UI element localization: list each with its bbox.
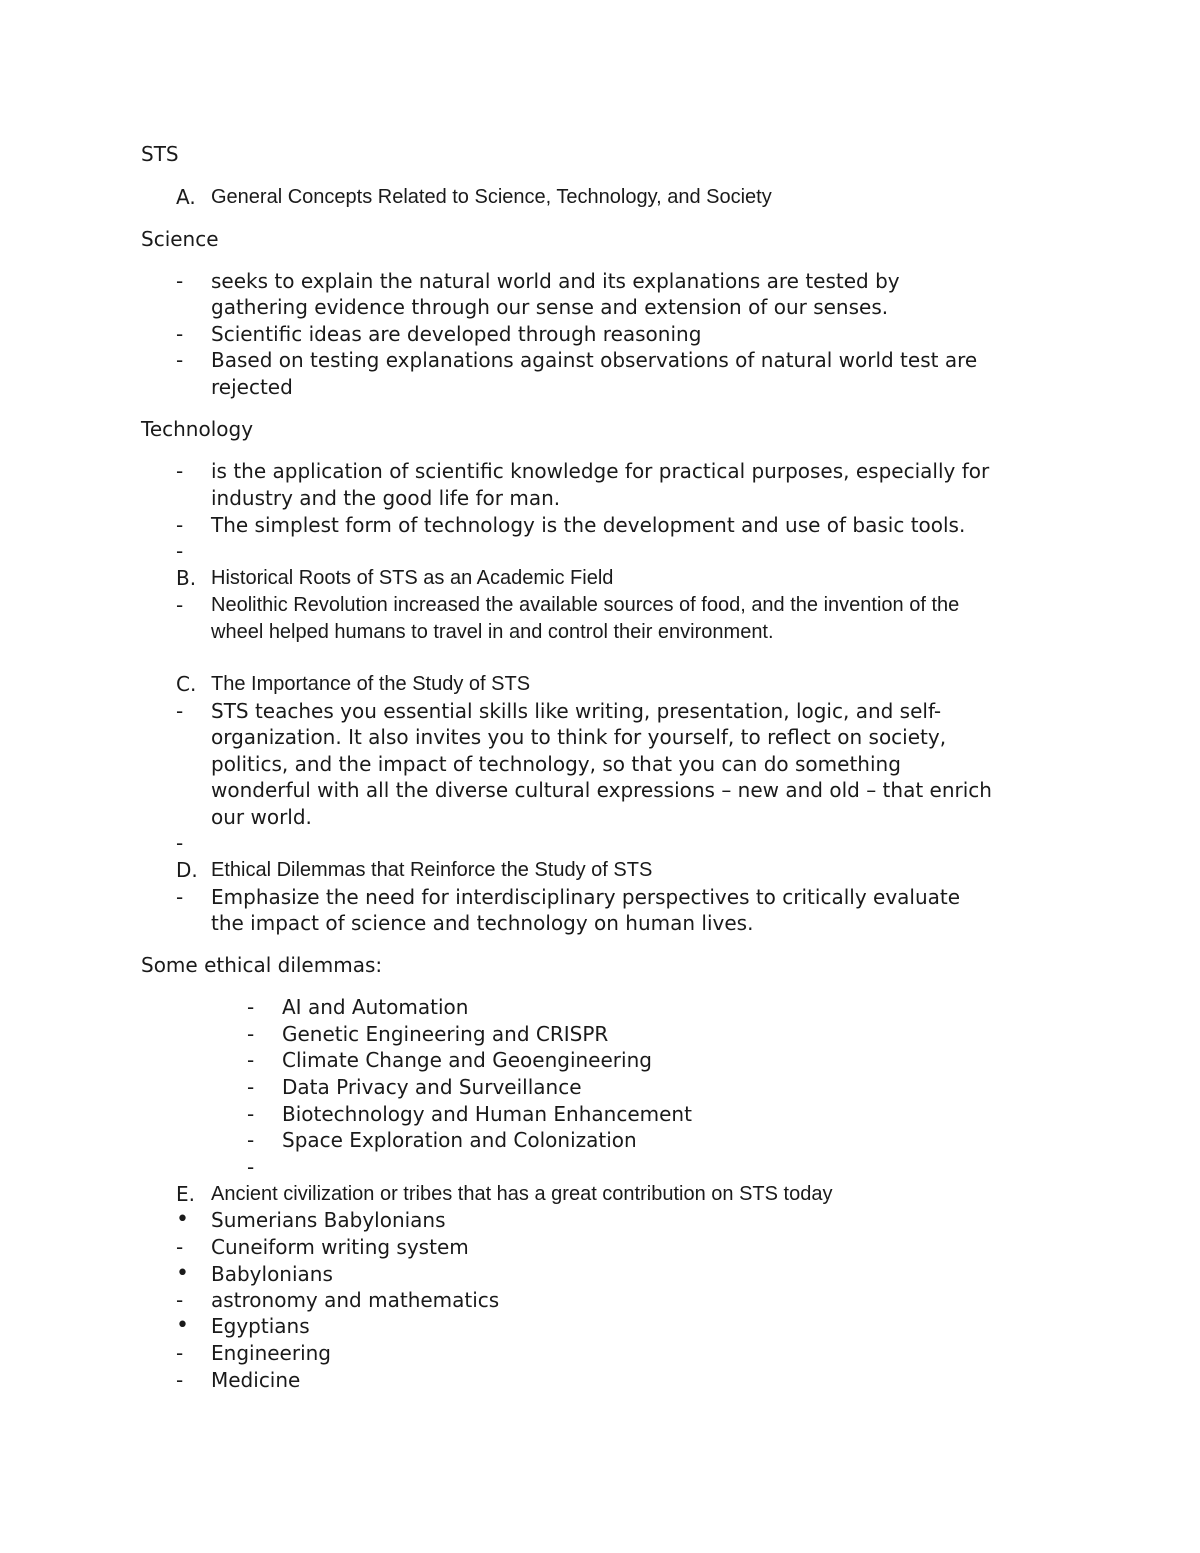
section-d-item-1-line-1: Emphasize the need for interdisciplinary perspectives to critically evaluate [211,885,961,909]
section-c-item-1-marker: - [176,699,184,723]
section-e-heading: Ancient civilization or tribes that has a great contribution on STS today [211,1183,833,1205]
section-e-item-5-bullet: • [176,1313,189,1338]
science-item-3-line-2: rejected [211,375,293,399]
science-item-1-marker: - [176,269,184,293]
dilemma-3-text: Climate Change and Geoengineering [282,1048,652,1072]
section-e-item-7-text: Medicine [211,1368,301,1392]
section-e-item-3-text: Babylonians [211,1262,333,1286]
technology-heading: Technology [141,417,254,441]
science-item-3-line-1: Based on testing explanations against observations of natural world test are [211,348,978,372]
technology-item-1-line-2: industry and the good life for man. [211,486,561,510]
section-d-item-1-line-2: the impact of science and technology on human lives. [211,911,754,935]
section-c-item-1-line-4: wonderful with all the diverse cultural expressions – new and old – that enrich [211,778,992,802]
science-item-2-marker: - [176,322,184,346]
technology-item-1-line-1: is the application of scientific knowledge for practical purposes, especially for [211,459,990,483]
section-d-marker: D. [176,858,198,882]
dilemma-2-marker: - [247,1022,255,1046]
dilemma-3-marker: - [247,1048,255,1072]
section-e-item-4-marker: - [176,1288,184,1312]
technology-item-2-marker: - [176,513,184,537]
section-c-item-2-marker: - [176,831,184,855]
section-c-heading: The Importance of the Study of STS [211,673,531,695]
section-e-item-3-bullet: • [176,1261,189,1286]
section-e-item-1-bullet: • [176,1207,189,1232]
dilemma-5-marker: - [247,1102,255,1126]
dilemma-6-marker: - [247,1128,255,1152]
section-e-item-2-marker: - [176,1235,184,1259]
section-d-item-1-marker: - [176,885,184,909]
section-b-item-1-marker: - [176,593,184,617]
section-e-item-7-marker: - [176,1368,184,1392]
dilemma-2-text: Genetic Engineering and CRISPR [282,1022,609,1046]
science-heading: Science [141,227,219,251]
dilemmas-heading: Some ethical dilemmas: [141,953,383,977]
section-e-item-1-text: Sumerians Babylonians [211,1208,446,1232]
dilemma-7-marker: - [247,1155,255,1179]
section-c-item-1-line-5: our world. [211,805,312,829]
section-e-item-5-text: Egyptians [211,1314,310,1338]
section-b-item-1-line-1: Neolithic Revolution increased the available sources of food, and the invention of the [211,594,960,616]
section-e-item-4-text: astronomy and mathematics [211,1288,500,1312]
section-b-marker: B. [176,566,197,590]
dilemma-6-text: Space Exploration and Colonization [282,1128,637,1152]
technology-item-1-marker: - [176,459,184,483]
document-title: STS [141,142,179,166]
section-c-marker: C. [176,672,197,696]
technology-item-3-marker: - [176,539,184,563]
section-a-heading: General Concepts Related to Science, Technology, and Society [211,186,772,208]
section-c-item-1-line-3: politics, and the impact of technology, so that you can do something [211,752,901,776]
dilemma-1-text: AI and Automation [282,995,469,1019]
section-e-item-2-text: Cuneiform writing system [211,1235,469,1259]
section-b-item-1-line-2: wheel helped humans to travel in and control their environment. [211,621,774,643]
science-item-1-line-1: seeks to explain the natural world and its explanations are tested by [211,269,900,293]
section-e-marker: E. [176,1182,195,1206]
science-item-1-line-2: gathering evidence through our sense and extension of our senses. [211,295,889,319]
science-item-2-line-1: Scientific ideas are developed through reasoning [211,322,702,346]
science-item-3-marker: - [176,348,184,372]
section-c-item-1-line-2: organization. It also invites you to think for yourself, to reflect on society, [211,725,947,749]
section-a-marker: A. [176,185,196,209]
section-e-item-6-marker: - [176,1341,184,1365]
dilemma-4-marker: - [247,1075,255,1099]
dilemma-4-text: Data Privacy and Surveillance [282,1075,582,1099]
dilemma-1-marker: - [247,995,255,1019]
dilemma-5-text: Biotechnology and Human Enhancement [282,1102,692,1126]
section-d-heading: Ethical Dilemmas that Reinforce the Study of STS [211,859,653,881]
section-c-item-1-line-1: STS teaches you essential skills like writing, presentation, logic, and self- [211,699,942,723]
section-e-item-6-text: Engineering [211,1341,331,1365]
section-b-heading: Historical Roots of STS as an Academic Field [211,567,614,589]
technology-item-2-line-1: The simplest form of technology is the development and use of basic tools. [211,513,966,537]
